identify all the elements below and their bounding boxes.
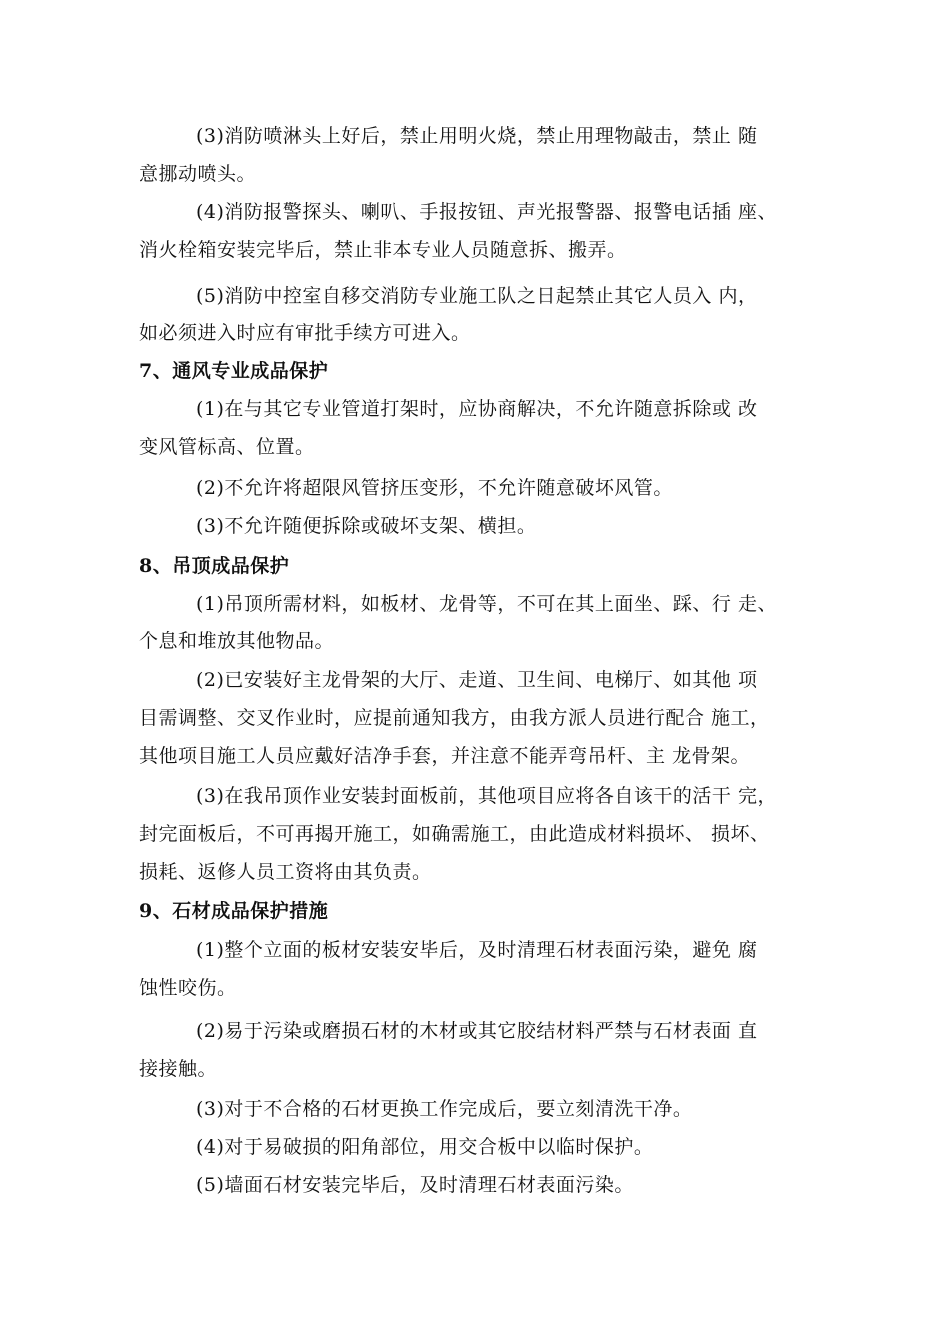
paragraph-line: 其他项目施工人员应戴好洁净手套，并注意不能弄弯吊杆、主 龙骨架。 (139, 745, 751, 767)
paragraph-line: 损耗、返修人员工资将由其负责。 (139, 861, 432, 883)
paragraph-line: 消火栓箱安装完毕后，禁止非本专业人员随意拆、搬弄。 (139, 239, 627, 261)
paragraph-line: (3)不允许随便拆除或破坏支架、横担。 (196, 515, 537, 537)
paragraph-line: (1)吊顶所需材料，如板材、龙骨等，不可在其上面坐、踩、行 走、 (196, 593, 777, 615)
paragraph-line: (5)墙面石材安装完毕后，及时清理石材表面污染。 (196, 1174, 634, 1196)
paragraph-line: 目需调整、交叉作业时，应提前通知我方，由我方派人员进行配合 施工， (139, 707, 770, 729)
paragraph-line: 接接触。 (139, 1058, 218, 1080)
paragraph-line: (2)易于污染或磨损石材的木材或其它胶结材料严禁与石材表面 直 (196, 1020, 758, 1042)
paragraph-line: (4)对于易破损的阳角部位，用交合板中以临时保护。 (196, 1136, 654, 1158)
paragraph-line: 变风管标高、位置。 (139, 436, 315, 458)
paragraph-line: 封完面板后，不可再揭开施工，如确需施工，由此造成材料损坏、 损坏、 (139, 823, 770, 845)
paragraph-line: 蚀性咬伤。 (139, 977, 237, 999)
section-heading: 8、吊顶成品保护 (139, 555, 290, 577)
paragraph-line: (1)整个立面的板材安装安毕后，及时清理石材表面污染，避免 腐 (196, 939, 758, 961)
section-heading: 9、石材成品保护措施 (139, 900, 329, 922)
paragraph-line: (3)在我吊顶作业安装封面板前，其他项目应将各自该干的活干 完， (196, 785, 777, 807)
paragraph-line: 意挪动喷头。 (139, 163, 257, 185)
paragraph-line: (3)消防喷淋头上好后，禁止用明火烧，禁止用理物敲击，禁止 随 (196, 125, 758, 147)
section-heading: 7、通风专业成品保护 (139, 360, 329, 382)
paragraph-line: 如必须进入时应有审批手续方可进入。 (139, 322, 471, 344)
paragraph-line: (2)不允许将超限风管挤压变形，不允许随意破坏风管。 (196, 477, 673, 499)
paragraph-line: (5)消防中控室自移交消防专业施工队之日起禁止其它人员入 内， (196, 285, 758, 307)
paragraph-line: (4)消防报警探头、喇叭、手报按钮、声光报警器、报警电话插 座、 (196, 201, 777, 223)
paragraph-line: (3)对于不合格的石材更换工作完成后，要立刻清洗干净。 (196, 1098, 693, 1120)
paragraph-line: (1)在与其它专业管道打架时，应协商解决，不允许随意拆除或 改 (196, 398, 758, 420)
paragraph-line: (2)已安装好主龙骨架的大厅、走道、卫生间、电梯厅、如其他 项 (196, 669, 758, 691)
paragraph-line: 个息和堆放其他物品。 (139, 630, 335, 652)
